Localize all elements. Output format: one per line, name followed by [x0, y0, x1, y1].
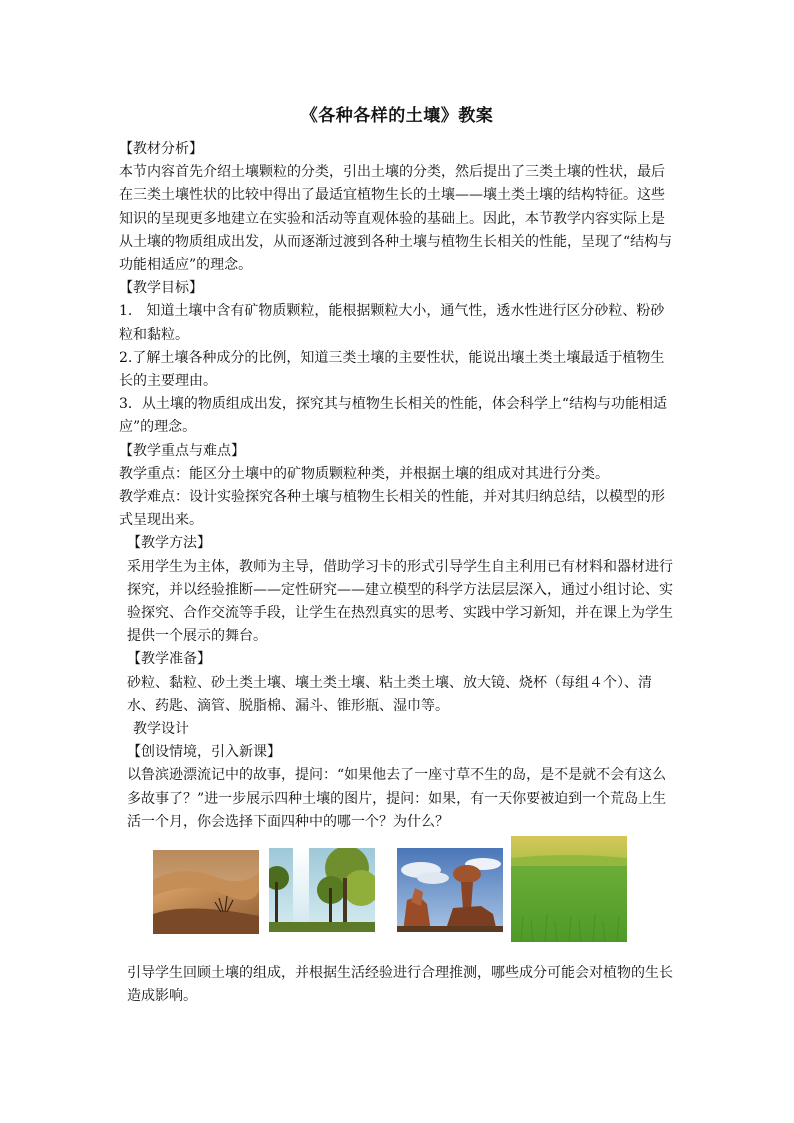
intro-paragraph: 以鲁滨逊漂流记中的故事，提问：“如果他去了一座寸草不生的岛，是不是就不会有这么多故事了？”进一步展示四种土壤的图片，提问：如果，有一天你要被迫到一个荒岛上生活一个月，你会选择下面四种中的哪一个？为什么？ [127, 767, 667, 830]
goals-heading: 【教学目标】 [119, 280, 203, 297]
analysis-heading: 【教材分析】 [119, 141, 203, 157]
soil-photos [119, 840, 675, 948]
keypoints-heading: 【教学重点与难点】 [119, 442, 245, 459]
waterfall-forest-image [269, 848, 375, 932]
goal-item-3: 3．从土壤的物质组成出发，探究其与植物生长相关的性能，体会科学上“结构与功能相适应”的理念。 [119, 396, 668, 436]
document-title: 《各种各样的土壤》教案 [300, 106, 494, 126]
rock-formation-image [397, 848, 503, 932]
prep-heading: 【教学准备】 [127, 651, 211, 668]
guide-paragraph: 引导学生回顾土壤的组成，并根据生活经验进行合理推测，哪些成分可能会对植物的生长造成影响。 [127, 965, 673, 1005]
difficulty-paragraph: 教学难点：设计实验探究各种土壤与植物生长相关的性能，并对其归纳总结，以模型的形式呈现出来。 [119, 489, 665, 529]
intro-heading: 【创设情境，引入新课】 [127, 744, 281, 761]
analysis-paragraph: 本节内容首先介绍土壤颗粒的分类，引出土壤的分类，然后提出了三类土壤的性状，最后在三类土壤性状的比较中得出了最适宜植物生长的土壤——壤土类土壤的结构特征。这些知识的呈现更多地建立在实验和活动等直观体验的基础上。因此，本节教学内容实际上是从土壤的物质组成出发，从而逐渐过渡到各种土壤与植物生长相关的性能，呈现了“结构与功能相适应”的理念。 [119, 164, 673, 274]
goal-item-2: 2.了解土壤各种成分的比例，知道三类土壤的主要性状，能说出壤土类土壤最适于植物生长的主要理由。 [119, 349, 665, 390]
prep-paragraph: 砂粒、黏粒、砂土类土壤、壤土类土壤、粘土类土壤、放大镜、烧杯（每组４个）、清水、药匙、滴管、脱脂棉、漏斗、锥形瓶、湿巾等。 [127, 674, 652, 714]
goal-item-1: 1. 知道土壤中含有矿物质颗粒，能根据颗粒大小，通气性，透水性进行区分砂粒、粉砂粒和黏粒。 [119, 303, 665, 343]
desert-image [153, 850, 259, 934]
keypoint-paragraph: 教学重点：能区分土壤中的矿物质颗粒种类，并根据土壤的组成对其进行分类。 [119, 465, 609, 482]
grassland-image [511, 836, 627, 942]
methods-heading: 【教学方法】 [127, 535, 211, 552]
design-heading: 教学设计 [133, 721, 189, 738]
document-body [119, 138, 675, 1009]
methods-paragraph: 采用学生为主体，教师为主导，借助学习卡的形式引导学生自主利用已有材料和器材进行探究，并以经验推断——定性研究——建立模型的科学方法层层深入，通过小组讨论、实验探究、合作交流等手段，让学生在热烈真实的思考、实践中学习新知，并在课上为学生提供一个展示的舞台。 [127, 558, 673, 645]
